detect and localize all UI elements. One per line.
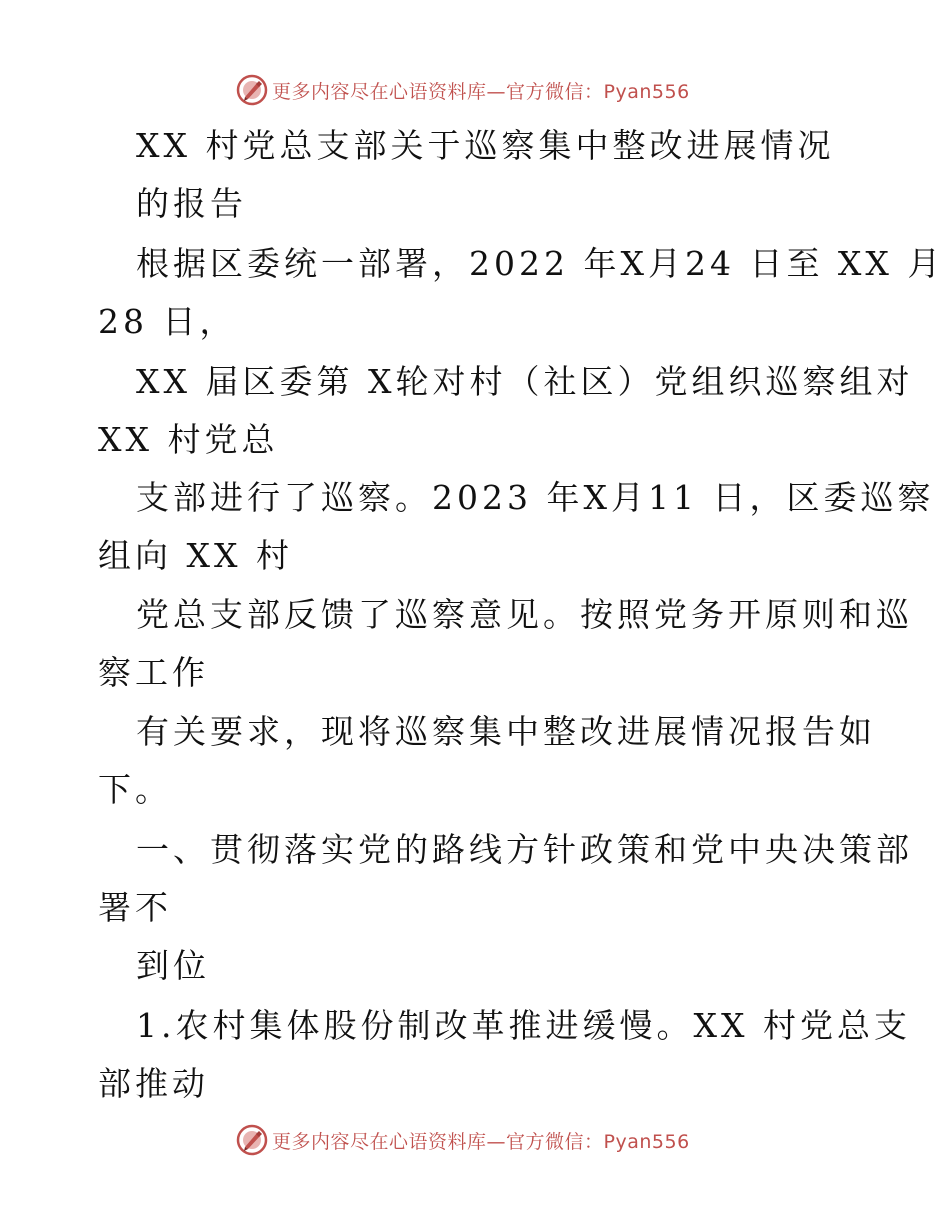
header-watermark bbox=[236, 72, 690, 108]
body-line: 党总支部反馈了巡察意见。按照党务开原则和巡 bbox=[136, 595, 913, 634]
footer-watermark bbox=[236, 1122, 690, 1158]
body-line: 1.农村集体股份制改革推进缓慢。XX 村党总支 bbox=[136, 1006, 911, 1045]
body-line: 支部进行了巡察。2023 年X月11 日，区委巡察 bbox=[136, 478, 935, 517]
body-line: 28 日， bbox=[98, 302, 237, 341]
body-line: 部推动 bbox=[98, 1064, 209, 1103]
body-line: 有关要求，现将巡察集中整改进展情况报告如 bbox=[136, 712, 876, 751]
body-line: XX 村党总 bbox=[98, 420, 279, 459]
watermark-text: 更多内容尽在心语资料库—官方微信：Pyan556 bbox=[272, 1130, 690, 1153]
section-heading-line: 到位 bbox=[136, 946, 210, 985]
section-heading-line: 署不 bbox=[98, 888, 172, 927]
section-heading-line: 一、贯彻落实党的路线方针政策和党中央决策部 bbox=[136, 830, 913, 869]
watermark-text: 更多内容尽在心语资料库—官方微信：Pyan556 bbox=[272, 80, 690, 103]
body-line: 根据区委统一部署，2022 年X月24 日至 XX 月 bbox=[136, 244, 945, 283]
title-line-1: XX 村党总支部关于巡察集中整改进展情况 bbox=[136, 126, 835, 165]
body-line: XX 届区委第 X轮对村（社区）党组织巡察组对 bbox=[136, 362, 914, 401]
body-line: 察工作 bbox=[98, 653, 209, 692]
pen-circle-logo-icon bbox=[236, 1124, 268, 1156]
pen-circle-logo-icon bbox=[236, 74, 268, 106]
body-line: 组向 XX 村 bbox=[98, 536, 293, 575]
title-line-2: 的报告 bbox=[136, 184, 247, 223]
body-line: 下。 bbox=[98, 770, 172, 809]
